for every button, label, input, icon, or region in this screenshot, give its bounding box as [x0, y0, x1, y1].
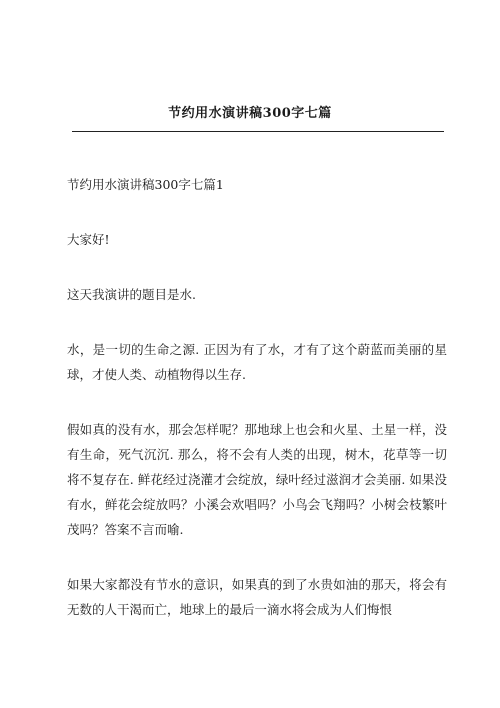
topic-paragraph: 这天我演讲的题目是水. [67, 287, 196, 302]
title-divider [72, 131, 444, 132]
body-paragraph: 假如真的没有水，那会怎样呢？那地球上也会和火星、土星一样，没有生命，死气沉沉. 那么，将不会有人类的出现，树木，花草等一切将不复存在. 鲜花经过浇灌才会绽放，绿叶经过滋润才会美丽. 如果没有水，鲜花会绽放吗？小溪会欢唱吗？小鸟会飞翔吗？小树会枝繁叶茂吗？答案不言而喻. [67, 422, 447, 537]
body-paragraph: 如果大家都没有节水的意识，如果真的到了水贵如油的那天，将会有无数的人干渴而亡，地球上的最后一滴水将会成为人们悔恨 [67, 577, 447, 617]
section-heading: 节约用水演讲稿300字七篇1 [67, 177, 224, 192]
greeting-paragraph: 大家好! [67, 232, 110, 247]
body-paragraph: 水，是一切的生命之源. 正因为有了水，才有了这个蔚蓝而美丽的星球，才使人类、动植物得以生存. [67, 342, 447, 382]
document-body [67, 172, 447, 622]
document-title: 节约用水演讲稿300字七篇 [168, 106, 332, 121]
